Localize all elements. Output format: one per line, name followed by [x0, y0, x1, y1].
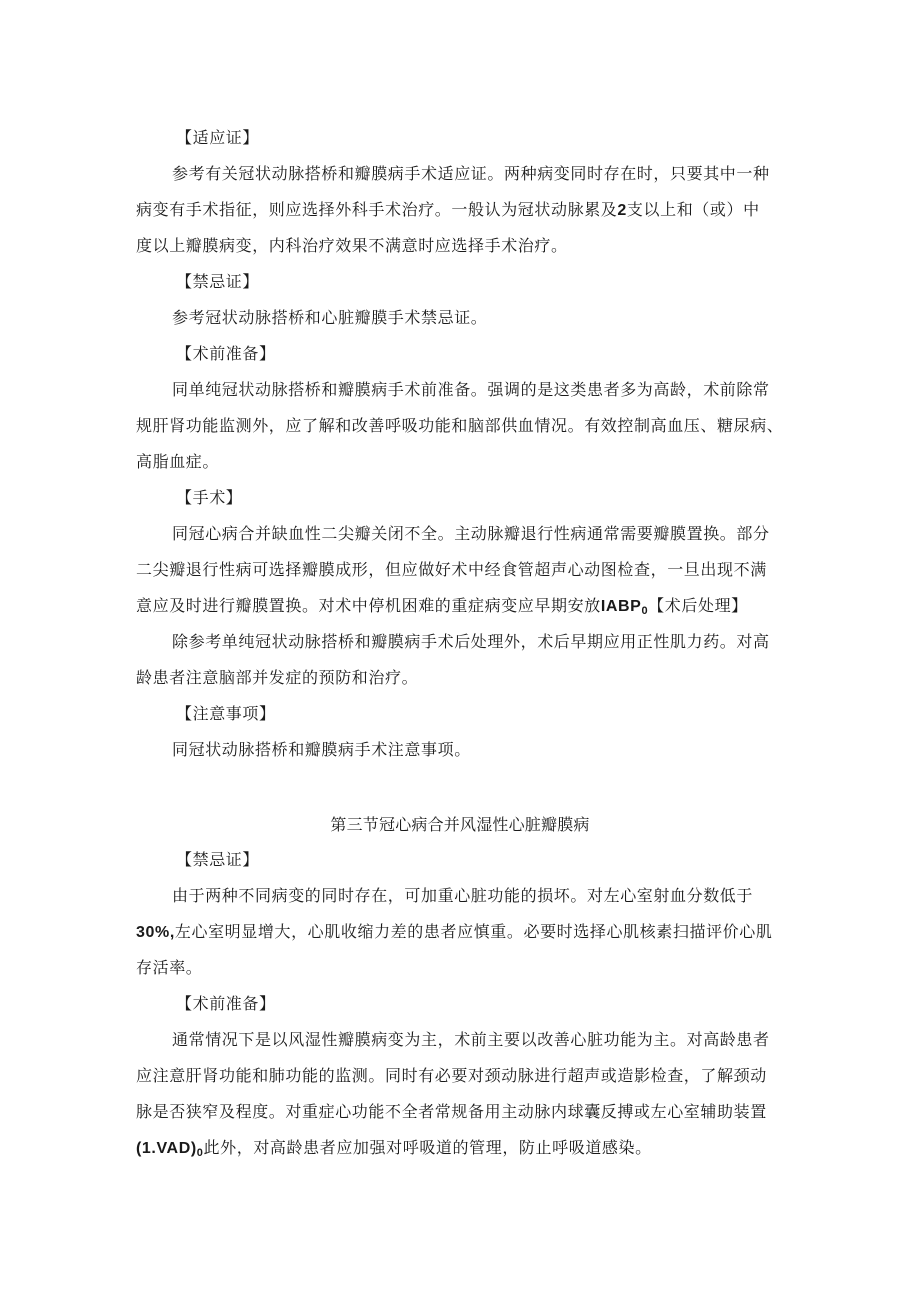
section-title: 第三节冠心病合并风湿性心脏瓣膜病	[330, 815, 590, 834]
section-heading-surgery: 【手术】	[176, 488, 243, 507]
text-run: 意应及时进行瓣膜置换。对术中停机困难的重症病变应早期安放	[136, 596, 601, 615]
text-run: 此外，对高龄患者应加强对呼吸道的管理，防止呼吸道感染。	[203, 1138, 652, 1157]
paragraph-line: 参考有关冠状动脉搭桥和瓣膜病手术适应证。两种病变同时存在时，只要其中一种	[172, 164, 770, 183]
paragraph-line	[136, 596, 748, 621]
paragraph-line: 应注意肝肾功能和肺功能的监测。同时有必要对颈动脉进行超声或造影检查，了解颈动	[136, 1066, 767, 1085]
text-run: 病变有手术指征，则应选择外科手术治疗。一般认为冠状动脉累及	[136, 200, 618, 219]
paragraph-line: 存活率。	[136, 958, 203, 977]
paragraph-line: 二尖瓣退行性病可选择瓣膜成形，但应做好术中经食管超声心动图检查，一旦出现不满	[136, 560, 767, 579]
paragraph-line: 由于两种不同病变的同时存在，可加重心脏功能的损坏。对左心室射血分数低于	[172, 886, 754, 905]
section-heading-preop: 【术前准备】	[176, 344, 276, 363]
term-lvad: (1.VAD)	[136, 1140, 197, 1157]
paragraph-line	[136, 1138, 652, 1163]
paragraph-line: 脉是否狭窄及程度。对重症心功能不全者常规备用主动脉内球囊反搏或左心室辅助装置	[136, 1102, 767, 1121]
paragraph-line: 除参考单纯冠状动脉搭桥和瓣膜病手术后处理外，术后早期应用正性肌力药。对高	[172, 632, 770, 651]
paragraph-line: 龄患者注意脑部并发症的预防和治疗。	[136, 668, 419, 687]
paragraph-line: 高脂血症。	[136, 452, 220, 471]
paragraph-line	[136, 922, 772, 943]
paragraph-line: 同冠状动脉搭桥和瓣膜病手术注意事项。	[172, 740, 471, 759]
paragraph-line	[136, 200, 760, 221]
section-heading-contraindications: 【禁忌证】	[176, 850, 260, 869]
paragraph-line: 规肝肾功能监测外，应了解和改善呼吸功能和脑部供血情况。有效控制高血压、糖尿病、	[136, 416, 784, 435]
number-run: 2	[617, 202, 627, 219]
subscript-mark: 0	[641, 605, 649, 617]
paragraph-line: 同单纯冠状动脉搭桥和瓣膜病手术前准备。强调的是这类患者多为高龄，术前除常	[172, 380, 770, 399]
paragraph-line: 通常情况下是以风湿性瓣膜病变为主，术前主要以改善心脏功能为主。对高龄患者	[172, 1030, 770, 1049]
term-iabp: IABP	[600, 598, 642, 615]
paragraph-line: 度以上瓣膜病变，内科治疗效果不满意时应选择手术治疗。	[136, 236, 568, 255]
section-heading-indications: 【适应证】	[176, 128, 260, 147]
section-heading-contraindications: 【禁忌证】	[176, 272, 260, 291]
text-run: 左心室明显增大，心肌收缩力差的患者应慎重。必要时选择心肌核素扫描评价心肌	[174, 922, 773, 941]
section-heading-preop: 【术前准备】	[176, 994, 276, 1013]
number-run: 30%,	[136, 924, 175, 941]
subscript-mark: 0	[196, 1147, 204, 1159]
text-run: 支以上和（或）中	[626, 200, 760, 219]
paragraph-line: 同冠心病合并缺血性二尖瓣关闭不全。主动脉瓣退行性病通常需要瓣膜置换。部分	[172, 524, 770, 543]
section-heading-postop: 【术后处理】	[648, 596, 748, 615]
section-heading-notes: 【注意事项】	[176, 704, 276, 723]
paragraph-line: 参考冠状动脉搭桥和心脏瓣膜手术禁忌证。	[172, 308, 488, 327]
